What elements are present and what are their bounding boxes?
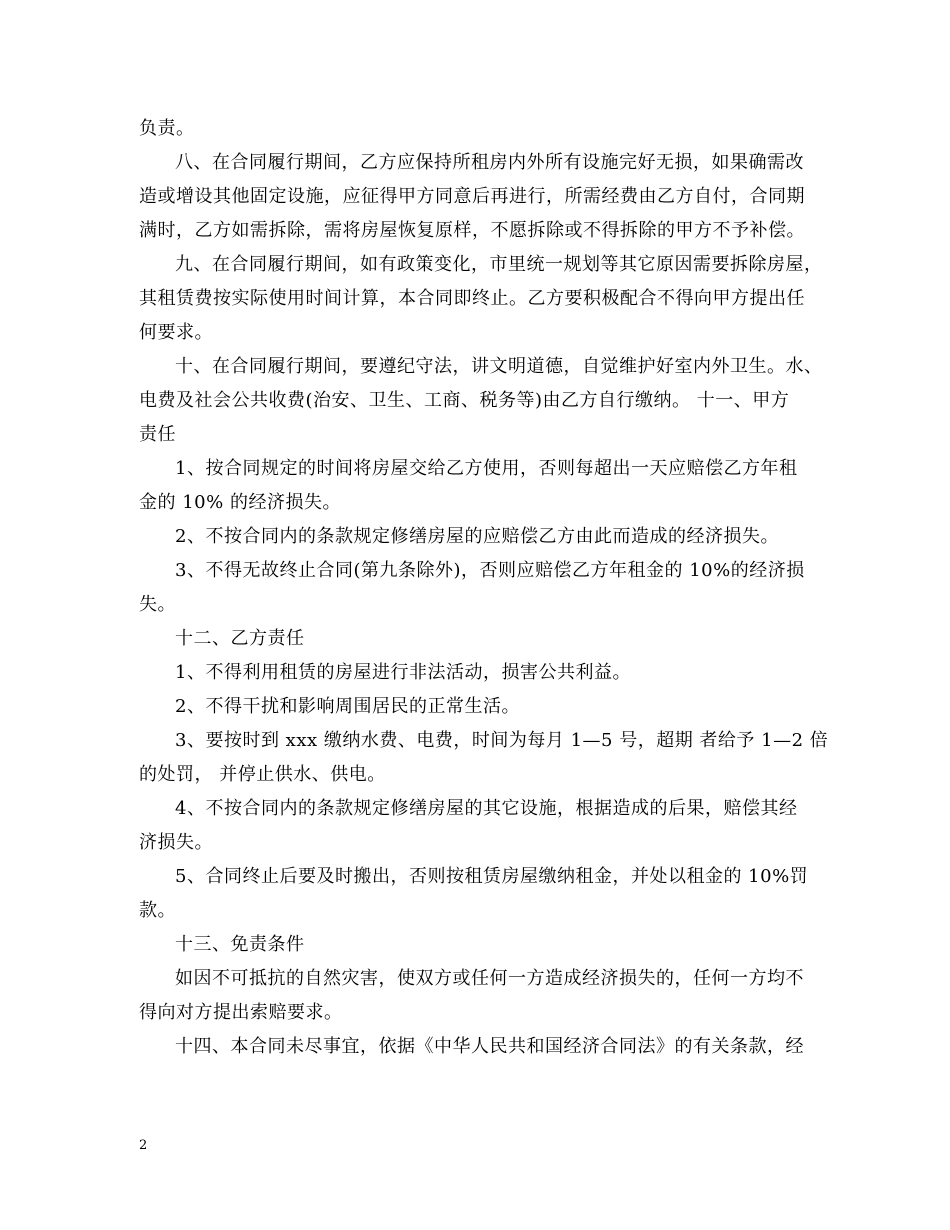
text-line: 2、不得干扰和影响周围居民的正常生活。 bbox=[175, 696, 520, 717]
text-line: 2、不按合同内的条款规定修缮房屋的应赔偿乙方由此而造成的经济损失。 bbox=[175, 526, 779, 547]
text-line: 3、要按时到 xxx 缴纳水费、电费，时间为每月 1—5 号，超期 者给予 1—2 倍 bbox=[175, 730, 829, 751]
text-line: 何要求。 bbox=[139, 322, 213, 343]
text-line: 1、按合同规定的时间将房屋交给乙方使用，否则每超出一天应赔偿乙方年租 bbox=[175, 458, 798, 479]
text-line: 满时，乙方如需拆除，需将房屋恢复原样，不愿拆除或不得拆除的甲方不予补偿。 bbox=[139, 220, 805, 241]
text-line: 3、不得无故终止合同(第九条除外)，否则应赔偿乙方年租金的 10%的经济损 bbox=[175, 560, 805, 581]
text-line: 的处罚， 并停止供水、供电。 bbox=[139, 764, 386, 785]
document-body bbox=[139, 112, 829, 1064]
text-line: 得向对方提出索赔要求。 bbox=[139, 1002, 343, 1023]
page-number: 2 bbox=[139, 1138, 148, 1153]
text-line: 十、在合同履行期间，要遵纪守法，讲文明道德，自觉维护好室内外卫生。水、 bbox=[175, 356, 823, 377]
text-line: 4、不按合同内的条款规定修缮房屋的其它设施，根据造成的后果，赔偿其经 bbox=[175, 798, 798, 819]
text-line: 济损失。 bbox=[139, 832, 213, 853]
text-line: 失。 bbox=[139, 594, 176, 615]
text-line: 责任 bbox=[139, 424, 176, 445]
text-line: 八、在合同履行期间，乙方应保持所租房内外所有设施完好无损，如果确需改 bbox=[175, 152, 804, 173]
text-line: 款。 bbox=[139, 900, 176, 921]
text-line: 5、合同终止后要及时搬出，否则按租赁房屋缴纳租金，并处以租金的 10%罚 bbox=[175, 866, 809, 887]
section-heading: 十三、免责条件 bbox=[175, 934, 305, 955]
text-line: 金的 10% 的经济损失。 bbox=[139, 492, 341, 513]
text-line: 1、不得利用租赁的房屋进行非法活动，损害公共利益。 bbox=[175, 662, 631, 683]
section-heading: 十二、乙方责任 bbox=[175, 628, 305, 649]
text-line: 造或增设其他固定设施，应征得甲方同意后再进行，所需经费由乙方自付，合同期 bbox=[139, 186, 805, 207]
text-line: 电费及社会公共收费(治安、卫生、工商、税务等)由乙方自行缴纳。 十一、甲方 bbox=[139, 390, 790, 411]
text-line: 九、在合同履行期间，如有政策变化，市里统一规划等其它原因需要拆除房屋， bbox=[175, 254, 823, 275]
text-line: 如因不可抵抗的自然灾害，使双方或任何一方造成经济损失的，任何一方均不 bbox=[175, 968, 804, 989]
text-line: 负责。 bbox=[139, 118, 195, 139]
text-line: 其租赁费按实际使用时间计算，本合同即终止。乙方要积极配合不得向甲方提出任 bbox=[139, 288, 805, 309]
text-line: 十四、本合同未尽事宜，依据《中华人民共和国经济合同法》的有关条款，经 bbox=[175, 1036, 804, 1057]
